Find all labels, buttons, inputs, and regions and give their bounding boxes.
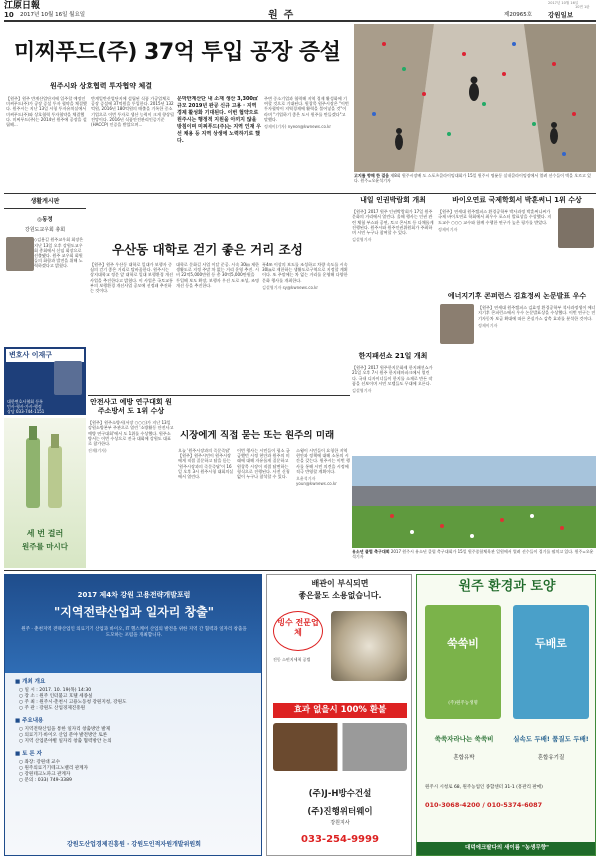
soil-footer: 대덕에크팔다의 새이름 "농생무향" bbox=[417, 842, 596, 855]
lead-headline: 미찌푸드(주) 37억 투입 공장 증설 bbox=[14, 40, 341, 65]
soil-product-1-name: 쑥쑥비 bbox=[447, 637, 479, 650]
soil-product-1-maker: (주)원주농생명 bbox=[448, 701, 478, 707]
pipe-note: 진동 스펀지세척 공법 bbox=[273, 657, 311, 662]
story-a-headline: 내일 인권박람회 개최 bbox=[360, 196, 426, 204]
climbing-wall-image bbox=[354, 24, 596, 172]
story-f-byline: 오윤석기자 youn@kwnews.co.kr bbox=[296, 476, 337, 487]
symposium-section-1: ■ 개최 개요 bbox=[15, 679, 46, 685]
story-f-headline: 시장에게 직접 묻는 또는 원주의 미래 bbox=[180, 430, 335, 441]
pipe-slogan: 효과 없을시 100% 환불 bbox=[273, 703, 407, 718]
life-board-label: 생활게시판 bbox=[4, 196, 86, 209]
story-f-col3-text: 스윙이 시민들이 요청한 지역 현안과 정책에 대해 소통의 시간을 갖는다. 원주시는 이번 행사를 통해 시민 의견을 시정에 적극 반영할 계획이다. bbox=[296, 448, 350, 474]
pipe-company-2-sub: 강원지사 bbox=[330, 820, 350, 826]
festival-caption bbox=[352, 549, 596, 567]
life-board bbox=[4, 196, 86, 346]
masthead-small-1: 2017년 10월 16일 bbox=[548, 1, 579, 5]
obituary-org: 강원도교우회 총회 bbox=[24, 226, 66, 233]
info-place: ○ 장 소 : 원주 인터불고 호텔 세종실 bbox=[19, 694, 93, 699]
story-f-column-1: 오늘 '원주시장과의 즉문즉답' 【원주】원주시민이 원주시장에게 직접 질문하고 답을 듣는 '원주시장과의 즉문즉답'이 16일 오후 3시 원주시청 대회의실에서 열린다. bbox=[178, 448, 234, 480]
walkway-headline: 우산동 대학로 걷기 좋은 거리 조성 bbox=[112, 242, 303, 257]
stadium-image bbox=[352, 456, 596, 548]
masthead bbox=[0, 0, 600, 20]
info-date: ○ 일 시 : 2017. 10. 19(목) 14:30 bbox=[19, 688, 92, 693]
walkway-column-3 bbox=[262, 262, 348, 390]
pipe-ad bbox=[266, 574, 412, 856]
festival-photo bbox=[352, 456, 596, 548]
story-d-byline: 정제이기자 bbox=[478, 322, 498, 328]
masthead-date: 2017년 10월 16일 월요일 bbox=[20, 12, 86, 18]
soil-product-2-name: 두배로 bbox=[535, 637, 567, 650]
masthead-logo: 江原日報 bbox=[4, 1, 41, 11]
page-number: 10 bbox=[4, 11, 14, 19]
panel-2: ○ 원주의료기기테크노밸리 관계자 bbox=[19, 766, 89, 771]
festival-caption-title: 유소년 클럽 축구대회 bbox=[352, 549, 390, 554]
walkway-column-2: 대학로 문화길 사업 이달 준공. 시속 30㎞ 제한 생활도로 지정 주말 차 없는 거리 운영 추진. 시비 22억5,000만원 등 총 30억5,000만원을 투입해 보도 확장, 보행자 우선 도로 조성, 조명 개선 등을 추진한다. bbox=[176, 262, 259, 288]
symposium-section-3: ■ 토 론 자 bbox=[15, 751, 42, 757]
climbing-photo bbox=[354, 24, 596, 172]
story-c bbox=[438, 196, 596, 276]
pipe-image bbox=[331, 611, 407, 681]
story-b bbox=[352, 352, 434, 452]
pipe-brand: 빙수 전문업체 bbox=[273, 611, 323, 651]
story-c-headline: 바이오연료 국제학회서 박훈써니 1위 수상 bbox=[452, 196, 582, 204]
lawyer-ad bbox=[4, 347, 86, 415]
lawyer-line-1: 대한변호사협회 등록 bbox=[7, 399, 44, 404]
symposium-ad bbox=[4, 574, 262, 856]
divider-2 bbox=[88, 395, 350, 396]
obituary-title: ◎동정 bbox=[37, 216, 53, 223]
story-e bbox=[88, 398, 174, 568]
story-e-headline: 안전사고 예방 연구대회 원주소방서 도 1위 수상 bbox=[90, 398, 172, 416]
soju-line-1: 세 번 걸러 bbox=[26, 528, 64, 538]
climbing-caption-text: 제8회 원주시장배 도 스포츠클라이밍대회가 15일 원주시 명륜동 실내클라이밍장에서 열려 선수들이 벽을 오르고 있다. 원주=오윤석기자 bbox=[354, 173, 592, 183]
story-e-byline: 진재(기자) bbox=[88, 448, 107, 454]
lead-byline: 정제이(기자) nyeon@kwnews.co.kr bbox=[264, 124, 332, 130]
symposium-contents bbox=[19, 727, 249, 745]
panel-4: ○ 문의 : 033) 749-3389 bbox=[19, 778, 72, 783]
soil-slogan-2: 실속도 두배! 품질도 두배! bbox=[513, 735, 589, 743]
lead-column-1: 【원주】원주 반계산업단지에 입주할 예정인 미찌푸드(주)가 공장 증설 투자 협약을 체결했다. 원주시는 지난 13일 시청 투자유치실에서 미찌푸드(주)와 상호협력 투자협약을 체결했다. 미찌푸드(주)는 2014년 원주에 공장을 설립해... bbox=[6, 96, 87, 128]
symposium-kicker: 2017 제4차 강원 고용전략개발포럼 bbox=[77, 591, 191, 599]
climbing-caption bbox=[354, 173, 596, 191]
soju-line-2: 원주를 마시다 bbox=[21, 542, 69, 551]
story-d-photo bbox=[440, 304, 474, 344]
pipe-company-2: (주)진행위터웨이 bbox=[307, 807, 373, 817]
climbing-caption-title: 고지를 향해 한 걸음 bbox=[354, 173, 390, 178]
panel-1: ○ 좌장: 강원대 교수 bbox=[19, 760, 61, 765]
pipe-company-1: (주)J-H방수건설 bbox=[308, 789, 372, 799]
content-1: ○ 지역전략산업을 통한 일자리 창출방안 발제 bbox=[19, 727, 111, 732]
symposium-panel bbox=[19, 760, 249, 784]
soju-ad bbox=[4, 418, 86, 568]
soil-title: 원주 환경과 토양 bbox=[458, 579, 556, 594]
story-b-text: 【원주】2017 원주한지문화제 한지패션쇼가 21일 오후 7시 원주 한지테마파크에서 열린다. 국내 디자이너들이 한지를 소재로 만든 작품을 선보이며 시민 모델들도 무대에 오른다. bbox=[352, 365, 433, 386]
symposium-footer: 강원도산업경제진흥원 · 강원도인적자원개발위원회 bbox=[67, 841, 201, 849]
story-d bbox=[438, 292, 596, 420]
soil-product-1 bbox=[425, 605, 501, 719]
pipe-badge: 배관이 부식되면 bbox=[311, 579, 369, 588]
content-3: ○ 지역 산업분야별 일자리 창출 협력방안 논의 bbox=[19, 739, 112, 744]
walkway-col3-text: 폭4m 이상의 보도를 조성하고 차량 속도를 시속 30㎞로 제한하는 생활도로구역으로 지정할 계획이다. 또 주말에는 차 없는 거리를 운영해 다양한 문화 행사를 개최한다. bbox=[262, 262, 348, 283]
festival-caption-text: 2017 원주시 유소년 클럽 축구대회가 15일 원주종합체육관 일원에서 열려 선수들이 경기를 펼치고 있다. 원주=오윤석기자 bbox=[352, 549, 594, 559]
masthead-small-2: 10면 1판 bbox=[575, 5, 590, 9]
pipe-badge-2: 좋은물도 소용없습니다. bbox=[298, 591, 382, 600]
panel-3: ○ 강원테크노파크 관계자 bbox=[19, 772, 71, 777]
lead-column-3 bbox=[177, 96, 261, 191]
story-d-text: 【원주】연세대 원주캠퍼스 김효정 환경공학부 석사과정생이 에너지기후 콘퍼런스에서 우수 논문발표상을 수상했다. 이번 연구는 전기자동차 보급 확대에 따른 온실가스 감축 효과를 분석한 것이다. bbox=[478, 305, 596, 321]
story-b-headline: 한지패션쇼 21일 개최 bbox=[358, 352, 428, 360]
story-a bbox=[352, 196, 434, 348]
story-d-headline: 에너지기후 콘퍼런스 김효정씨 논문발표 우수 bbox=[447, 292, 587, 300]
soil-sub-2: 혼합유기질 bbox=[537, 755, 565, 761]
story-f-column-3 bbox=[296, 448, 350, 568]
bottle-image bbox=[4, 418, 86, 518]
story-a-byline: 김설영기자 bbox=[352, 237, 372, 243]
obituary-text: ◇김용길 원주교우회 회장은 지난 13일 오후 강원도교우회 총회에서 신임 회장으로 선출됐다. 원주 교우회 회원들의 화합과 발전을 위해 노력하겠다고 밝혔다. bbox=[34, 237, 84, 269]
info-host: ○ 주 최 : 원주시·춘천시 고용노동청 강원지청, 강원도 bbox=[19, 700, 127, 705]
pipe-compare-image bbox=[273, 723, 407, 771]
story-c-byline: 정제이기자 bbox=[438, 226, 458, 232]
masthead-rule bbox=[4, 20, 596, 22]
lead-column-4 bbox=[264, 96, 350, 191]
section-title: 원주 bbox=[268, 10, 300, 20]
divider-1 bbox=[4, 193, 596, 194]
symposium-section-2: ■ 주요내용 bbox=[15, 718, 44, 724]
symposium-title: "지역전략산업과 일자리 창출" bbox=[54, 605, 214, 619]
lead-col4-text: 주변 중소기업과 협력해 지역 경제 활성화에 기여할 것으로 기대된다. 원창묵 원주시장은 "이번 투자협약이 지역경제에 활력을 불어넣을 것"이라며 "기업하기 좋은 도시 원주를 만들겠다"고 말했다. bbox=[264, 96, 349, 122]
walkway-column-1: 【원주】원주 우산동 대학로 일대가 보행자 중심의 걷기 좋은 거리로 탈바꿈한다. 원주시는 상지대학교 정문 앞 대학로 일대 보행환경 개선사업을 추진한다고 밝혔다. 이 사업은 국토교통부의 보행환경 개선사업 공모에 선정돼 추진하는 것이다. bbox=[90, 262, 173, 294]
walkway-byline: 김설영기자 sy@kwnews.co.kr bbox=[262, 284, 319, 290]
story-f-column-2: 이번 행사는 시민들이 평소 궁금했던 시정 현안과 원주의 미래에 대해 자유롭게 질문하고 원창묵 시장이 직접 답변하는 형식으로 진행된다. 사전 신청 없이 누구나 참석할 수 있다. bbox=[237, 448, 290, 480]
person-photo bbox=[6, 237, 34, 271]
story-c-text: 【원주】연세대 원주캠퍼스 환경공학부 박사과정 박훈써니씨가 국제 바이오연료 학회에서 최우수 포스터 발표상을 수상했다. 지도교수 ○○○ 교수와 함께 수행한 연구가 높은 평가를 받았다. bbox=[438, 209, 552, 225]
lead-col3-text: 문막반계산단 내 소재 생산 3,300㎡ 규모 2019년 완공 신규 고용 · 지역경제 활성화 기대된다. 이번 협약으로 원주시는 행정적 지원을 아끼지 않을 방침이며 미찌푸드(주)는 지역 인재 우선 채용 등 지역 상생에 노력하기로 했다. bbox=[177, 96, 261, 144]
paper-name: 강원일보 bbox=[548, 11, 574, 19]
soil-product-2 bbox=[513, 605, 589, 719]
lawyer-photo bbox=[54, 361, 82, 395]
lawyer-line-2: 민사·형사·가사·행정 bbox=[7, 404, 42, 409]
soil-slogan-1: 쑥쑥자라나는 쑥쑥비 bbox=[434, 735, 494, 743]
lawyer-line-3: 상담 033-744-1151 bbox=[7, 409, 45, 414]
soil-phone: 010-3068-4200 / 010-5374-6087 bbox=[425, 801, 543, 809]
lawyer-ad-title: 변호사 이재구 bbox=[6, 349, 84, 362]
symposium-info bbox=[19, 688, 249, 712]
content-2: ○ 의료기기·바이오 산업 분야 발전방안 토론 bbox=[19, 733, 108, 738]
issue-number: 제20965호 bbox=[504, 12, 533, 18]
pipe-phone: 033-254-9999 bbox=[301, 834, 379, 845]
story-c-photo bbox=[558, 208, 594, 248]
story-e-text: 【원주】원주소방서(서장 ○○○)가 지난 13일 강원소방본부 주관으로 열린 '소방활동 안전사고 예방 연구대회'에서 도 1위를 수상했다. 원주소방서는 이번 수상으로 전국 대회에 강원도 대표로 참가한다. bbox=[88, 420, 174, 446]
soil-address: 원주시 시청로 68, 원주농업인 종합센터 31-1 (흥관리 판매) bbox=[425, 785, 543, 790]
story-a-text: 【원주】2017 원주 인권박람회가 17일 원주 문화의 거리에서 열린다. 올해 행사는 인권 관련 체험 부스와 공연, 토크 콘서트 등 다채롭게 진행된다. 원주시와 원주인권위원회가 주최하며 시민 누구나 참여할 수 있다. bbox=[352, 209, 434, 235]
lead-subhead: 원주시와 상호협력 투자협약 체결 bbox=[50, 82, 152, 90]
divider-3 bbox=[4, 570, 596, 571]
lead-column-2: 반계일반산업단지에 설립된 식품 가공업체로 공장 증설에 37억원을 투입한다. 2015년 132억원, 2016년 180억원의 매출을 기록한 중소기업으로 이번 투자로 생산 능력이 크게 향상될 전망이다. 2016년 식품안전관리인증기준(HACCP) 인증을 받았으며... bbox=[91, 96, 174, 128]
soil-sub-1: 혼합유박 bbox=[453, 755, 475, 761]
info-organizer: ○ 주 관 : 강원도 산업경제진흥원 bbox=[19, 706, 86, 711]
story-b-byline: 김설영기자 bbox=[352, 387, 372, 393]
soil-ad bbox=[416, 574, 596, 856]
symposium-subtitle: 원주 · 춘천지역 전략산업인 의료기기 산업과 바이오, IT 헬스케어 산업의 발전을 위한 지역 간 협력과 일자리 창출을 도모하는 포럼을 개최합니다. bbox=[21, 627, 247, 638]
